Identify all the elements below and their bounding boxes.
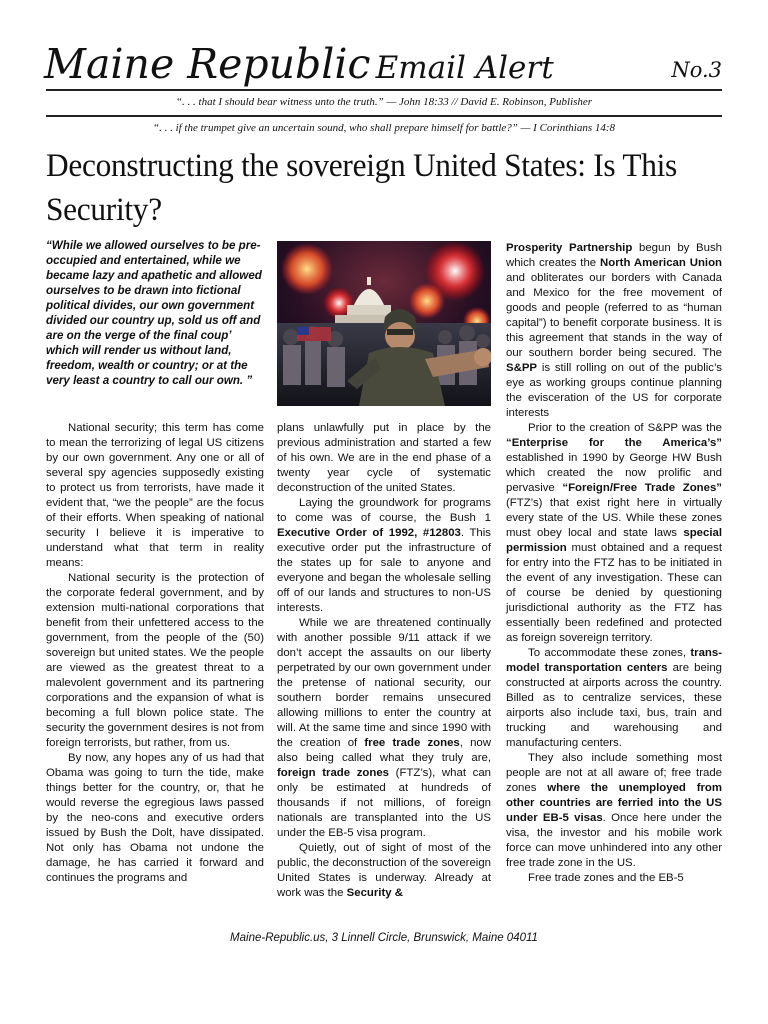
col3-paragraph-5: Free trade zones and the EB-5 [528, 872, 684, 884]
masthead-title-sub: Email Alert [375, 50, 554, 86]
col3-p2-text: must obtained and a request for entry into the FTZ has to be initiated in the event of any investigation. These can of course be denied by questioning jurisdictional authority as the FTZ has essentially been redefined and protected as foreign sovereign territory. [506, 542, 722, 644]
col3-p2-text: (FTZ’s) that exist right here in virtually every state of the US. While these zones must obey local and state laws [506, 497, 722, 539]
issue-number: No.3 [671, 58, 722, 82]
pull-quote: “While we allowed ourselves to be pre-occupied and entertained, while we became lazy and apathetic and allowed ourselves to be drawn into fictional political divides, our own government divided our country up, sold us off and are on the verge of the final coup’ which will render us without land, freedom, wealth or country; or at the very least a country to call our own. ” [46, 239, 262, 387]
col3-p2-text: Prior to the creation of S&PP was the [528, 422, 722, 434]
col3-paragraph-1 [506, 241, 722, 421]
col1-paragraph-1: National security; this term has come to mean the terrorizing of legal US citizens by our own government. Any one or all of several spy agencies supposedly existing to protect us from terrorists, have made it evident that, “we the people” are the focus of their efforts. When speaking of national security I believe it is imperative to understand what that term in reality means: [46, 422, 264, 569]
capitol-fireworks-soldier-image [277, 241, 491, 406]
free-trade-zones-term: free trade zones [364, 737, 460, 749]
eb5-term: where the unemployed from other countries are ferried into the US under EB-5 visas [506, 782, 723, 824]
top-rule [46, 89, 722, 91]
col2-p3-text: , now also being called what they truly are, [277, 737, 491, 764]
col3-p4-text: They also include something most people are not at all aware of; free trade zones [506, 752, 722, 794]
col3-p1-text: and obliterates our borders with Canada and Mexico for the free movement of goods and people (referred to as “human capital”) to benefit corporate business. It is this agreement that stands in the way of our southern border being secured. The [506, 272, 722, 359]
col2-p2-text: Laying the groundwork for programs to come was of course, the Bush 1 [277, 497, 491, 524]
masthead-title [44, 40, 554, 88]
col3-paragraph-2 [506, 421, 722, 646]
col2-p2-text: . This executive order put the infrastructure of the states up for sale to anyone and everyone and began the wholesale selling off of our lands and structures to non-US interests. [277, 527, 491, 614]
col2-p4-text: Quietly, out of sight of most of the public, the deconstruction of the sovereign United States is underway. Already at work was the [277, 842, 491, 899]
masthead-title-main: Maine Republic [44, 40, 371, 88]
col3-p4-text: . Once here under the visa, the investor and his mobile work force can move unhindered into any other free trade zone in the US. [506, 812, 722, 869]
scripture-quote-2: “. . . if the trumpet give an uncertain sound, who shall prepare himself for battle?” — I Corinthians 14:8 [152, 122, 616, 134]
col3-p1-text: begun by Bush which creates the [506, 242, 722, 269]
footer-address: Maine-Republic.us, 3 Linnell Circle, Brunswick, Maine 04011 [230, 932, 538, 944]
col3-p1-text: is still rolling on out of the public’s eye as working groups continue planning the evisceration of the US for corporate interests [506, 362, 722, 419]
article-photo [277, 241, 491, 406]
col2-paragraph-4 [277, 841, 491, 901]
executive-order-ref: Executive Order of 1992, #12803 [277, 527, 461, 539]
col2-paragraph-3 [277, 616, 491, 841]
col2-p3-text: While we are threatened continually with another possible 9/11 attack if we don’t accept the assaults on our liberty perpetrated by our own government under the pretense of national security, our southern border remains unsecured allowing millions to enter the country at will. At the same time and since 1990 with the creation of [277, 617, 491, 749]
col2-p3-text: (FTZ’s), what can only be estimated at hundreds of thousands if not millions, of foreign nationals are transplanted into the US under the EB-5 visa program. [277, 767, 491, 839]
enterprise-americas-term: “Enterprise for the America’s” [506, 437, 722, 449]
security-prosperity-term: Security & [346, 887, 403, 899]
column-2 [277, 421, 491, 901]
scripture-quote-1: “. . . that I should bear witness unto the truth.” — John 18:33 // David E. Robinson, Publisher [175, 96, 593, 108]
col2-paragraph-1: plans unlawfully put in place by the previous administration and started a few of his own. We are in the end phase of a twenty year cycle of systematic deconstruction of the united States. [277, 422, 491, 494]
col3-paragraph-4 [506, 751, 722, 871]
north-american-union-term: North American Union [600, 257, 722, 269]
col3-p3-text: To accommodate these zones, [528, 647, 691, 659]
col3-p3-text: are being constructed at airports across the country. Billed as to centralize services, these airports also include taxi, bus, train and trucking and warehousing and manufacturing centers. [506, 662, 722, 749]
col1-paragraph-2: National security is the protection of the corporate federal government, and by extension multi-national corporations that benefit from their unfettered access to the government, from the people of the (50) sovereign but united states. We the people are viewed as the greatest threat to a malevolent government and its partnering corporations and the expansion of what is becoming a full blown police state. The security the government desires is not from foreign terrorists, but rather, from us. [46, 572, 264, 749]
col1-paragraph-3: By now, any hopes any of us had that Obama was going to turn the tide, make things better for the country, or, that he would reverse the egregious laws passed by the neo-cons and executive orders issued by Bush the Dolt, have dissipated. Not only has Obama not undone the damage, he has carried it forward and continues the programs and [46, 752, 264, 884]
col3-p2-text: established in 1990 by George HW Bush which created the now prolific and pervasive [506, 452, 722, 494]
column-1 [46, 421, 264, 886]
col3-paragraph-3 [506, 646, 722, 751]
spp-abbrev: S&PP [506, 362, 538, 374]
column-3 [506, 241, 722, 886]
headline: Deconstructing the sovereign United States: Is This Security? [46, 148, 677, 228]
special-permission-term: special permission [506, 527, 722, 554]
spp-term: Prosperity Partnership [506, 242, 633, 254]
foreign-trade-zones-term: foreign trade zones [277, 767, 390, 779]
transport-centers-term: trans-model transportation centers [506, 647, 722, 674]
col2-paragraph-2 [277, 496, 491, 616]
ftz-term: “Foreign/Free Trade Zones” [562, 482, 722, 494]
middle-rule [46, 115, 722, 117]
